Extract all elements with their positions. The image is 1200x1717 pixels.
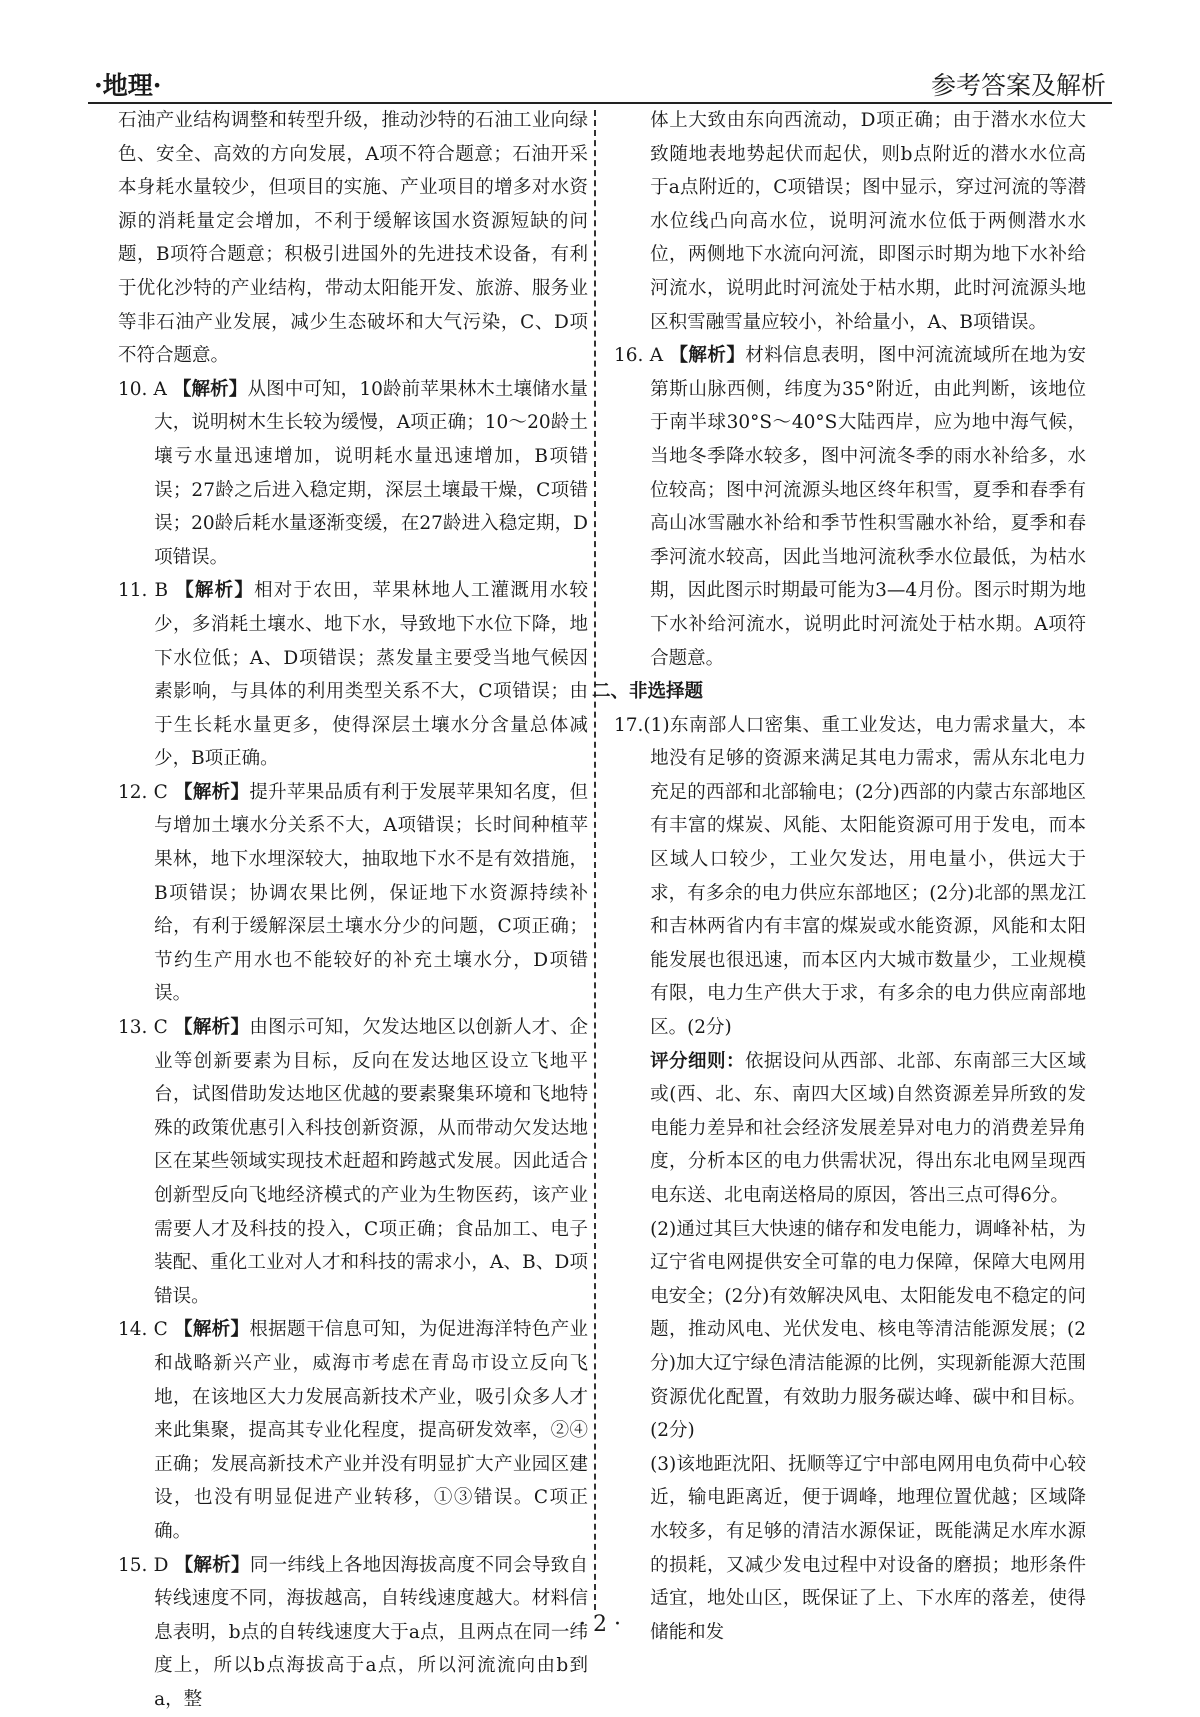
scoring-text: 依据设问从西部、北部、东南部三大区域或(西、北、东、南四大区域)自然资源差异所致的发电能力差异和社会经济发展差异对电力的消费差异角度，分析本区的电力供需状况，得出东北电网呈现西电东送、北电南送格局的原因，答出三点可得6分。 xyxy=(650,1050,1086,1206)
answer-item-11 xyxy=(118,574,588,776)
column-divider xyxy=(594,110,596,1610)
answer-item-17-part3: (3)该地距沈阳、抚顺等辽宁中部电网用电负荷中心较近，输电距离近，便于调峰，地理位置优越；区域降水较多，有足够的清洁水源保证，既能满足水库水源的损耗，又减少发电过程中对设备的磨损；地形条件适宜，地处山区，既保证了上、下水库的落差，使得储能和发 xyxy=(650,1453,1086,1643)
answer-text: 根据题干信息可知，为促进海洋特色产业和战略新兴产业，威海市考虑在青岛市设立反向飞地，在该地区大力发展高新技术产业，吸引众多人才来此集聚，提高其专业化程度，提高研发效率，②④正确；发展高新技术产业并没有明显扩大产业园区建设，也没有明显促进产业转移，①③错误。C项正确。 xyxy=(154,1319,588,1542)
header-title: 参考答案及解析 xyxy=(930,71,1106,100)
answer-text: 相对于农田，苹果林地人工灌溉用水较少，多消耗土壤水、地下水，导致地下水位下降，地下水位低；A、D项错误；蒸发量主要受当地气候因素影响，与具体的利用类型关系不大，C项错误；由于生长耗水量更多，使得深层土壤水分含量总体减少，B项正确。 xyxy=(154,580,588,770)
answer-number: 10. A xyxy=(118,378,167,400)
answer-number: 16. A xyxy=(614,345,664,367)
analysis-tag: 【解析】 xyxy=(174,1319,250,1341)
answer-item-14 xyxy=(118,1313,588,1548)
analysis-tag: 【解析】 xyxy=(175,580,255,602)
answer-text: (1)东南部人口密集、重工业发达，电力需求量大，本地没有足够的资源来满足其电力需求，需从东北电力充足的西部和北部输电；(2分)西部的内蒙古东部地区有丰富的煤炭、风能、太阳能资源可用于发电，而本区域人口较少，工业欠发达，用电量小，供远大于求，有多余的电力供应东部地区；(2分)北部的黑龙江和吉林两省内有丰富的煤炭或水能资源，风能和太阳能发展也很迅速，而本区内大城市数量少，工业规模有限，电力生产供大于求，有多余的电力供应南部地区。(2分) xyxy=(643,714,1086,1039)
answer-text: 从图中可知，10龄前苹果林木土壤储水量大，说明树木生长较为缓慢，A项正确；10～20龄土壤亏水量迅速增加，说明耗水量迅速增加，B项错误；27龄之后进入稳定期，深层土壤最干燥，C项错误；20龄后耗水量逐渐变缓，在27龄进入稳定期，D项错误。 xyxy=(154,378,588,568)
answer-item-12 xyxy=(118,776,588,1011)
analysis-tag: 【解析】 xyxy=(174,1017,250,1039)
answer-item-17-part2: (2)通过其巨大快速的储存和发电能力，调峰补枯，为辽宁省电网提供安全可靠的电力保障，保障大电网用电安全；(2分)有效解决风电、太阳能发电不稳定的问题，推动风电、光伏发电、核电等清洁能源发展；(2分)加大辽宁绿色清洁能源的比例，实现新能源大范围资源优化配置，有效助力服务碳达峰、碳中和目标。(2分) xyxy=(650,1218,1086,1442)
answer-number: 15. D xyxy=(118,1554,169,1576)
analysis-tag: 【解析】 xyxy=(172,378,248,400)
section-title: 二、非选择题 xyxy=(592,681,704,703)
scoring-rules xyxy=(650,1045,1086,1213)
answer-number: 12. C xyxy=(118,781,168,803)
scoring-label: 评分细则： xyxy=(650,1050,745,1072)
answer-item-17-part1 xyxy=(614,709,1086,1045)
answer-item-16 xyxy=(614,339,1086,675)
left-column xyxy=(118,104,588,1710)
analysis-tag: 【解析】 xyxy=(174,1554,250,1576)
page-header xyxy=(88,62,1112,104)
answer-item-10 xyxy=(118,373,588,575)
page-number: · 2 · xyxy=(579,1612,621,1637)
answer-text: 材料信息表明，图中河流流域所在地为安第斯山脉西侧，纬度为35°附近，由此判断，该地位于南半球30°S～40°S大陆西岸，应为地中海气候，当地冬季降水较多，图中河流冬季的雨水补给多，水位较高；图中河流源头地区终年积雪，夏季和春季有高山冰雪融水补给和季节性积雪融水补给，夏季和春季河流水较高，因此当地河流秋季水位最低，为枯水期，因此图示时期最可能为3—4月份。图示时期为地下水补给河流水，说明此时河流处于枯水期。A项符合题意。 xyxy=(650,345,1086,669)
analysis-tag: 【解析】 xyxy=(174,781,250,803)
answer-number: 11. B xyxy=(118,580,169,602)
analysis-tag: 【解析】 xyxy=(669,345,746,367)
subject-label: ·地理· xyxy=(94,71,162,100)
answer-item-13 xyxy=(118,1011,588,1313)
answer-number: 14. C xyxy=(118,1319,168,1341)
answer-number: 17. xyxy=(614,714,644,736)
continued-paragraph: 体上大致由东向西流动，D项正确；由于潜水水位大致随地表地势起伏而起伏，则b点附近的潜水水位高于a点附近的，C项错误；图中显示，穿过河流的等潜水位线凸向高水位，说明河流水位低于两侧潜水水位，两侧地下水流向河流，即图示时期为地下水补给河流水，说明此时河流处于枯水期，此时河流源头地区积雪融雪量应较小，补给量小，A、B项错误。 xyxy=(650,110,1086,333)
right-column xyxy=(592,104,1086,1643)
continued-paragraph: 石油产业结构调整和转型升级，推动沙特的石油工业向绿色、安全、高效的方向发展，A项不符合题意；石油开采本身耗水量较少，但项目的实施、产业项目的增多对水资源的消耗量定会增加，不利于缓解该国水资源短缺的问题，B项符合题意；积极引进国外的先进技术设备，有利于优化沙特的产业结构，带动太阳能开发、旅游、服务业等非石油产业发展，减少生态破坏和大气污染，C、D项不符合题意。 xyxy=(118,110,588,367)
answer-text: 同一纬线上各地因海拔高度不同会导致自转线速度不同，海拔越高，自转线速度越大。材料信息表明，b点的自转线速度大于a点，且两点在同一纬度上，所以b点海拔高于a点，所以河流流向由b到a，整 xyxy=(154,1554,588,1710)
answer-number: 13. C xyxy=(118,1017,168,1039)
answer-text: 由图示可知，欠发达地区以创新人才、企业等创新要素为目标，反向在发达地区设立飞地平台，试图借助发达地区优越的要素聚集环境和飞地特殊的政策优惠引入科技创新资源，从而带动欠发达地区在某些领域实现技术赶超和跨越式发展。因此适合创新型反向飞地经济模式的产业为生物医药，该产业需要人才及科技的投入，C项正确；食品加工、电子装配、重化工业对人才和科技的需求小，A、B、D项错误。 xyxy=(154,1017,588,1307)
answer-text: 提升苹果品质有利于发展苹果知名度，但与增加土壤水分关系不大，A项错误；长时间种植苹果林，地下水埋深较大，抽取地下水不是有效措施，B项错误；协调农果比例，保证地下水资源持续补给，有利于缓解深层土壤水分少的问题，C项正确；节约生产用水也不能较好的补充土壤水分，D项错误。 xyxy=(154,781,588,1005)
